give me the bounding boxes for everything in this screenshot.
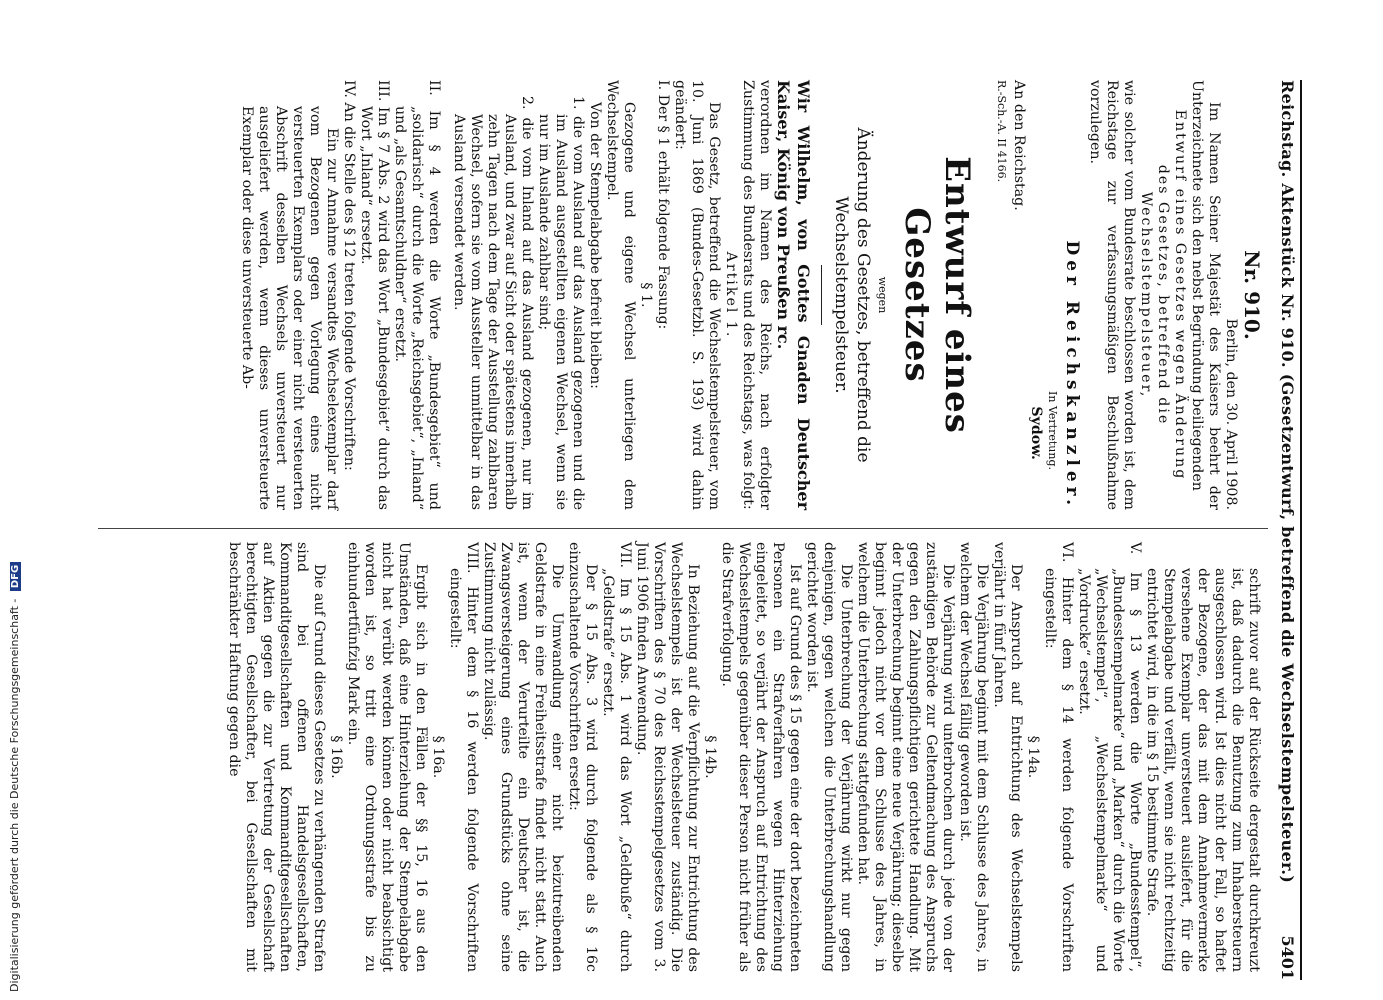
item-VI: VI. Hinter dem § 14 werden folgende Vorschriften eingestellt: <box>1042 542 1075 972</box>
document-title: Entwurf eines Gesetzes <box>897 156 977 434</box>
par16b-text: Die auf Grund dieses Gesetzes zu verhängenden Strafen sind bei offenen Handelsgesellschaften, Kommanditgesellschaften und Kommanditgesellschaften auf Aktien gegen die zur Vertretung der Gesellschaft berechtigten Gesellschafter, bei Gesellschaften mit beschränkter Haftung gegen die <box>226 542 327 972</box>
par14a-text-5: Ist auf Grund des § 15 gegen eine der dort bezeichneten Personen ein Strafverfahren wegen Hinterziehung eingeleitet, so verjährt der Anspruch auf Entrichtung des Wechselstempels gegenüber dieser Person nicht früher als die Strafverfolgung. <box>719 542 803 972</box>
artikel-text: Das Gesetz, betreffend die Wechselstempelsteuer, vom 10. Juni 1869 (Bundes-Gesetzbl. S. 193) wird dahin geändert: <box>672 80 722 510</box>
header-title: Reichstag. Aktenstück Nr. 910. (Gesetzentwurf, betreffend die Wechselstempelsteuer.) <box>1278 80 1297 884</box>
par14b-heading: § 14b. <box>702 735 718 779</box>
right-column <box>225 542 1262 972</box>
short-rule <box>821 265 822 325</box>
signer-name: Sydow. <box>1028 406 1044 460</box>
left-column <box>238 80 1262 510</box>
par1-text: Gezogene und eigene Wechsel unterliegen dem Wechselstempel. <box>604 80 637 510</box>
dfg-watermark <box>8 562 21 992</box>
enactment-wir: Wir Wilhelm, von Gottes Gnaden Deutscher Kaiser, König von Preußen rc. <box>774 80 813 510</box>
item-VII-text-2: Die Umwandlung einer nicht beizutreibenden Geldstrafe in eine Freiheitsstrafe findet nicht statt. Auch ist, wenn der Verurteilte ein Deutscher ist, die Zwangsversteigerung eines Grundstücks ohne seine Zustimmung nicht zulässig. <box>481 542 565 972</box>
par14a-text-3: Die Verjährung wird unterbrochen durch jede von der zuständigen Behörde zur Geltendmachung des Anspruchs gegen den Zahlungspflichtigen gerichtete Handlung. Mit der Unterbrechung beginnt eine neue Verjährung; dieselbe beginnt jedoch nicht vor dem Schlusse des Jahres, in welchem die Unterbrechung stattgefunden hat. <box>855 542 956 972</box>
rotated-document <box>73 80 1298 980</box>
item-VIII: VIII. Hinter dem § 16 werden folgende Vorschriften eingestellt: <box>447 542 480 972</box>
top-rule <box>1300 80 1302 980</box>
artikel-heading: Artikel 1. <box>723 251 739 339</box>
par1-exempt: Von der Stempelabgabe befreit bleiben: <box>587 102 603 389</box>
item-II: II. Im § 4 werden die Worte „Bundesgebiet“ und „solidarisch“ durch die Worte „Reichsgebiet“, „Inland“ und „als Gesamtschuldner“ ersetzt. <box>392 80 442 510</box>
document-subtitle: Änderung des Gesetzes, betreffend die Wechselstempelsteuer. <box>831 127 873 463</box>
continuation-text: schrift zuvor auf der Rückseite dergestalt durchkreuzt ist, daß dadurch die Benutzung zum Inhabersteuern ausgeschlossen wird. Ist dies nicht der Fall, so haftet der Bezogene, der das mit dem Annahmevermerke versehene Exemplar unversteuert ausliefert, für die Stempelabgabe und verfällt, wenn sie nicht rechtzeitig entrichtet wird, in die im § 15 bestimmte Strafe. <box>1144 568 1262 972</box>
watermark-text: Digitalisierung gefördert durch die Deutsche Forschungsgemeinschaft - <box>8 598 21 992</box>
signer-title: Der Reichskanzler. <box>1062 240 1082 510</box>
par16b-heading: § 16b. <box>328 735 344 779</box>
enactment-verordnen: verordnen im Namen des Reichs, nach erfolgter Zustimmung des Bundesrats und des Reichstags, was folgt: <box>740 80 773 510</box>
par14a-text-1: Der Anspruch auf Entrichtung des Wechselstempels verjährt in fünf Jahren. <box>991 542 1024 972</box>
date-line: Berlin, den 30. April 1908. <box>1223 318 1239 510</box>
intro-text: Im Namen Seiner Majestät des Kaisers beehrt der Unterzeichnete sich den nebst Begründung beiliegenden <box>1189 80 1222 510</box>
page-header <box>1272 80 1298 980</box>
par14a-heading: § 14a. <box>1025 735 1041 779</box>
addressee: An den Reichstag. <box>1011 80 1027 211</box>
reference: R.-Sch.-A. II 4166. <box>995 80 1008 183</box>
page-number: 5401 <box>1278 935 1297 980</box>
item-IV: IV. An die Stelle des § 12 treten folgende Vorschriften: <box>341 80 357 471</box>
item-III: III. Im § 7 Abs. 2 wird das Wort „Bundesgebiet“ durch das Wort „Inland“ ersetzt. <box>358 80 391 510</box>
item-VII: VII. Im § 15 Abs. 1 wird das Wort „Geldbuße“ durch „Geldstrafe“ ersetzt. <box>600 542 633 972</box>
item-IV-text: Ein zur Annahme versandtes Wechselexemplar darf vom Bezogenen gegen Vorlegung eines nicht versteuerten Exemplars oder einer nicht versteuerten Abschrift desselben Wechsels unversteuert nur ausgeliefert werden, wenn dieses unversteuerte Exemplar oder diese unversteuerte Ab- <box>239 106 340 510</box>
dfg-logo-icon: DFG <box>10 562 21 591</box>
signer-sub: In Vertretung. <box>1046 391 1059 470</box>
item-V: V. Im § 13 werden die Worte „Bundesstempel“, „Bundesstempelmarke“ und „Marken“ durch die Worte „Wechselstempel“, „Wechselstempelmarke“ und „Vordrucke“ ersetzt. <box>1076 542 1143 972</box>
item-I: I. Der § 1 erhält folgende Fassung: <box>655 80 671 330</box>
par16a-text: Ergibt sich in den Fällen der §§ 15, 16 aus den Umständen, daß eine Hinterziehung der Stempelabgabe nicht hat verübt werden können oder nicht beabsichtigt worden ist, so tritt eine Ordnungsstrafe bis zu einhundertfünfzig Mark ein. <box>345 542 429 972</box>
par1-item-2: 2. die vom Inland auf das Ausland gezogenen, nur im Ausland, und zwar auf Sicht oder spätestens innerhalb zehn Tagen nach dem Tage der Ausstellung zahlbaren Wechsel, sofern sie vom Aussteller unmittelbar in das Ausland versendet werden. <box>451 96 535 510</box>
intro-text-2: wie solcher vom Bundesrate beschlossen worden ist, dem Reichstage zur verfassungsmäßigen Beschlußnahme vorzulegen. <box>1087 80 1137 510</box>
document-number: Nr. 910. <box>1240 250 1264 340</box>
wegen: wegen <box>876 276 889 314</box>
par1-item-1: 1. die vom Ausland auf das Ausland gezogenen und die im Ausland ausgestellten eigenen Wechsel, wenn sie nur im Auslande zahlbar sind; <box>536 96 586 510</box>
entwurf-line: Entwurf eines Gesetzes wegen Änderung des Gesetzes, betreffend die Wechselstempelsteuer, <box>1138 109 1188 481</box>
par16a-heading: § 16a. <box>430 735 446 779</box>
item-VII-text: Der § 15 Abs. 3 wird durch folgende als § 16c einzuschaltende Vorschriften ersetzt: <box>566 542 599 972</box>
par14a-text-4: Die Unterbrechung der Verjährung wirkt nur gegen denjenigen, gegen welchen die Unterbrechungshandlung gerichtet worden ist. <box>804 542 854 972</box>
column-divider <box>98 528 1268 529</box>
par14a-text-2: Die Verjährung beginnt mit dem Schlusse des Jahres, in welchem der Wechsel fällig geworden ist. <box>957 542 990 972</box>
par1-heading: § 1. <box>638 282 654 308</box>
par14b-text: In Beziehung auf die Verpflichtung zur Entrichtung des Wechselstempels ist der Wechselsteuer zuständig. Die Vorschriften des § 70 des Reichsstempelgesetzes vom 3. Juni 1906 finden Anwendung. <box>634 542 701 972</box>
